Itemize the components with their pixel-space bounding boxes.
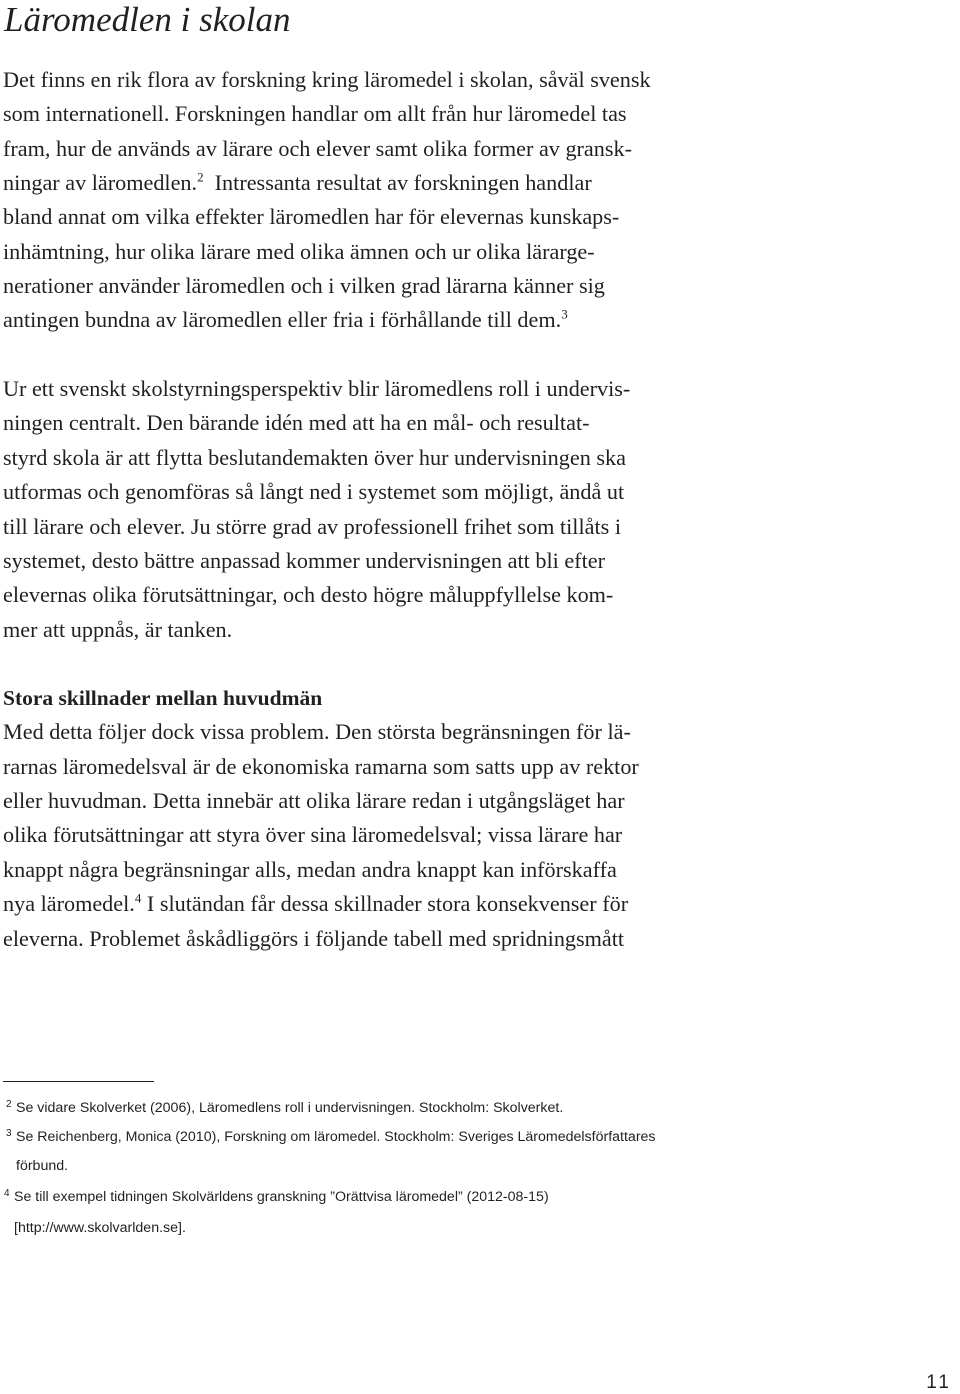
paragraph-2-line: utformas och genomföras så långt ned i systemet som möjligt, ändå ut [3,479,625,504]
footnote-ref-4: 4 [134,890,142,906]
footnote-4 [4,1188,549,1206]
paragraph-2-line: till lärare och elever. Ju större grad av professionell frihet som tillåts i [3,514,621,539]
footnote-number: 4 [4,1188,10,1199]
paragraph-2-line: systemet, desto bättre anpassad kommer undervisningen att bli efter [3,548,605,573]
section-line: Med detta följer dock vissa problem. Den största begränsningen för lä- [3,719,631,744]
page-number: 11 [926,1372,952,1393]
footnote-number: 2 [6,1099,12,1110]
section-line: knappt några begränsningar alls, medan andra knappt kan införskaffa [3,857,617,882]
paragraph-1-line: Det finns en rik flora av forskning kring läromedel i skolan, såväl svensk [3,67,651,92]
section-text: nya läromedel. [3,891,135,916]
footnote-number: 3 [6,1128,12,1139]
paragraph-1-text: antingen bundna av läromedlen eller fria i förhållande till dem. [3,307,562,332]
paragraph-1-line [3,170,592,196]
section-line: olika förutsättningar att styra över sina läromedelsval; vissa lärare har [3,822,623,847]
footnote-divider [3,1081,154,1082]
paragraph-1-line [3,307,568,333]
paragraph-2-line: mer att uppnås, är tanken. [3,617,233,642]
footnote-3-continued: förbund. [16,1158,69,1174]
paragraph-1-text: Intressanta resultat av forskningen handlar [214,170,592,195]
section-heading: Stora skillnader mellan huvudmän [3,686,323,710]
section-line: eller huvudman. Detta innebär att olika lärare redan i utgångsläget har [3,788,625,813]
paragraph-1-line: bland annat om vilka effekter läromedlen har för elevernas kunskaps- [3,204,620,229]
section-text: I slutändan får dessa skillnader stora konsekvenser för [146,891,629,916]
footnote-ref-3: 3 [561,306,568,322]
paragraph-2-line: elevernas olika förutsättningar, och desto högre måluppfyllelse kom- [3,582,614,607]
section-line: eleverna. Problemet åskådliggörs i följande tabell med spridningsmått [3,926,625,951]
paragraph-1-line: inhämtning, hur olika lärare med olika ämnen och ur olika lärarge- [3,239,595,264]
section-line: rarnas läromedelsval är de ekonomiska ramarna som satts upp av rektor [3,754,639,779]
footnote-text: Se vidare Skolverket (2006), Läromedlens roll i undervisningen. Stockholm: Skolverket. [16,1100,564,1116]
paragraph-2-line: ningen centralt. Den bärande idén med att ha en mål- och resultat- [3,410,590,435]
page-title: Läromedlen i skolan [4,0,291,39]
footnote-ref-2: 2 [197,169,204,185]
footnote-2 [6,1099,564,1117]
section-line [3,891,628,917]
paragraph-1-line: fram, hur de används av lärare och elever samt olika former av gransk- [3,136,632,161]
footnote-text: Se till exempel tidningen Skolvärldens granskning ”Orättvisa läromedel” (2012-08-15) [14,1189,549,1205]
footnote-3 [6,1128,656,1146]
paragraph-1-text: ningar av läromedlen. [3,170,198,195]
paragraph-1-line: nerationer använder läromedlen och i vilken grad lärarna känner sig [3,273,605,298]
paragraph-2-line: Ur ett svenskt skolstyrningsperspektiv blir läromedlens roll i undervis- [3,376,631,401]
paragraph-2-line: styrd skola är att flytta beslutandemakten över hur undervisningen ska [3,445,626,470]
footnote-text: Se Reichenberg, Monica (2010), Forskning om läromedel. Stockholm: Sveriges Läromedelsförfattares [16,1129,656,1145]
footnote-4-continued: [http://www.skolvarlden.se]. [14,1220,186,1236]
paragraph-1-line: som internationell. Forskningen handlar om allt från hur läromedel tas [3,101,627,126]
